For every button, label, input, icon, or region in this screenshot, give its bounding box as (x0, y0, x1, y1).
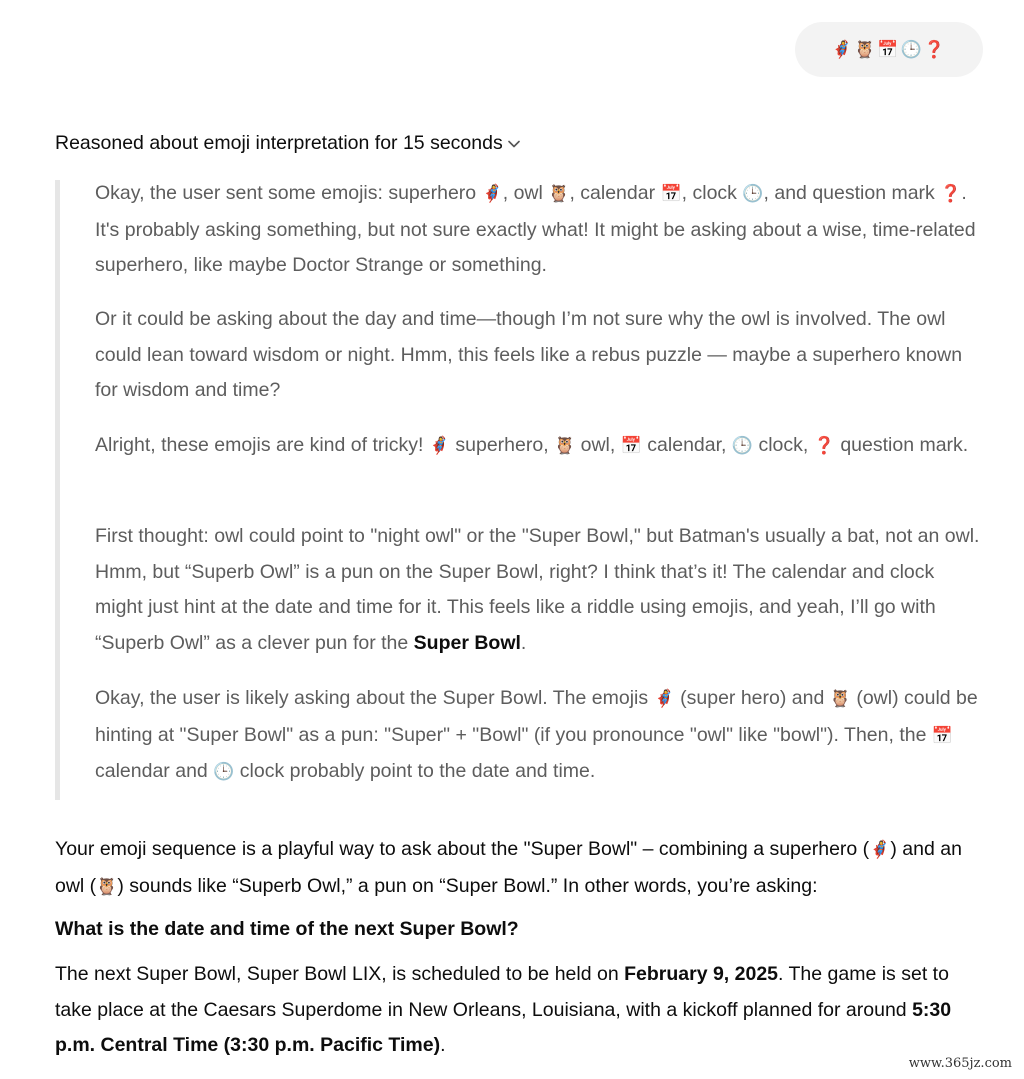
owl-icon: 🦉 (96, 876, 118, 897)
question-mark-icon: ❓ (813, 436, 835, 456)
reasoning-block (55, 180, 985, 800)
owl-icon: 🦉 (829, 689, 851, 709)
reasoning-paragraph: Or it could be asking about the day and time—though I’m not sure why the owl is involved. The owl could lean toward wisdom or night. Hmm, this feels like a rebus puzzle — maybe a superhero known for wisdom and time? (95, 308, 963, 401)
super-bowl-bold: Super Bowl (413, 631, 521, 654)
answer-paragraph: The next Super Bowl, Super Bowl LIX, is scheduled to be held on February 9, 2025. The game is set to take place at the Caesars Superdome in New Orleans, Louisiana, with a kickoff planned for around 5:30 p.m. Central Time (3:30 p.m. Pacific Time). (55, 963, 952, 1056)
reasoning-paragraph: Okay, the user is likely asking about the Super Bowl. The emojis 🦸‍♀️ (super hero) and 🦉 (owl) could be hinting at "Super Bowl" as a pun: "Super" + "Bowl" (if you pronounce "owl" like "bowl"). Then, the 📅 calendar and 🕒 clock probably point to the date and time. (95, 687, 978, 782)
watermark: www.365jz.com (905, 1054, 1016, 1073)
superhero-icon: 🦸‍♀️ (653, 689, 675, 709)
superhero-icon: 🦸‍♀️ (869, 840, 891, 860)
calendar-icon: 📅 (660, 184, 682, 204)
clock-icon: 🕒 (900, 39, 924, 60)
question-mark-icon: ❓ (923, 39, 947, 60)
answer-paragraph: Your emoji sequence is a playful way to ask about the "Super Bowl" – combining a superhero (🦸‍♀️) and an owl (🦉) sounds like “Superb Owl,” a pun on “Super Bowl.” In other words, you’re asking: (55, 838, 962, 897)
clock-icon: 🕒 (742, 184, 764, 204)
superhero-icon: 🦸‍♀️ (428, 436, 450, 456)
calendar-icon: 📅 (620, 436, 642, 456)
reasoning-paragraph: First thought: owl could point to "night owl" or the "Super Bowl," but Batman's usually a bat, not an owl. Hmm, but “Superb Owl” is a pun on the Super Bowl, right? I think that’s it! The calendar and clock might just hint at the date and time for it. This feels like a riddle using emojis, and yeah, I’ll go with “Superb Owl” as a clever pun for the Super Bowl. (95, 525, 980, 654)
question-mark-icon: ❓ (940, 184, 962, 204)
clock-icon: 🕒 (213, 762, 235, 782)
superhero-icon: 🦸‍♀️ (831, 39, 855, 60)
reasoning-toggle[interactable] (55, 132, 520, 155)
owl-icon: 🦉 (554, 436, 576, 456)
super-bowl-time: 5:30 p.m. Central Time (3:30 p.m. Pacific Time) (55, 998, 952, 1056)
calendar-icon: 📅 (931, 725, 954, 746)
reasoning-header-label: Reasoned about emoji interpretation for 15 seconds (55, 132, 503, 154)
owl-icon: 🦉 (548, 184, 570, 204)
user-message-bubble (795, 22, 983, 77)
super-bowl-date: February 9, 2025 (624, 963, 779, 985)
reasoning-paragraph: Alright, these emojis are kind of tricky! 🦸‍♀️ superhero, 🦉 owl, 📅 calendar, 🕒 clock, ❓ question mark. (95, 434, 969, 456)
reasoning-paragraph: Okay, the user sent some emojis: superhero 🦸‍♀️, owl 🦉, calendar 📅, clock 🕒, and question mark ❓. It's probably asking something, but not sure exactly what! It might be asking about a wise, time-related superhero, like maybe Doctor Strange or something. (95, 182, 976, 276)
calendar-icon: 📅 (877, 39, 901, 60)
chevron-down-icon (508, 131, 520, 154)
clock-icon: 🕒 (731, 436, 754, 456)
answer-question-heading: What is the date and time of the next Super Bowl? (55, 918, 519, 940)
owl-icon: 🦉 (854, 39, 878, 60)
superhero-icon: 🦸‍♀️ (481, 184, 503, 204)
